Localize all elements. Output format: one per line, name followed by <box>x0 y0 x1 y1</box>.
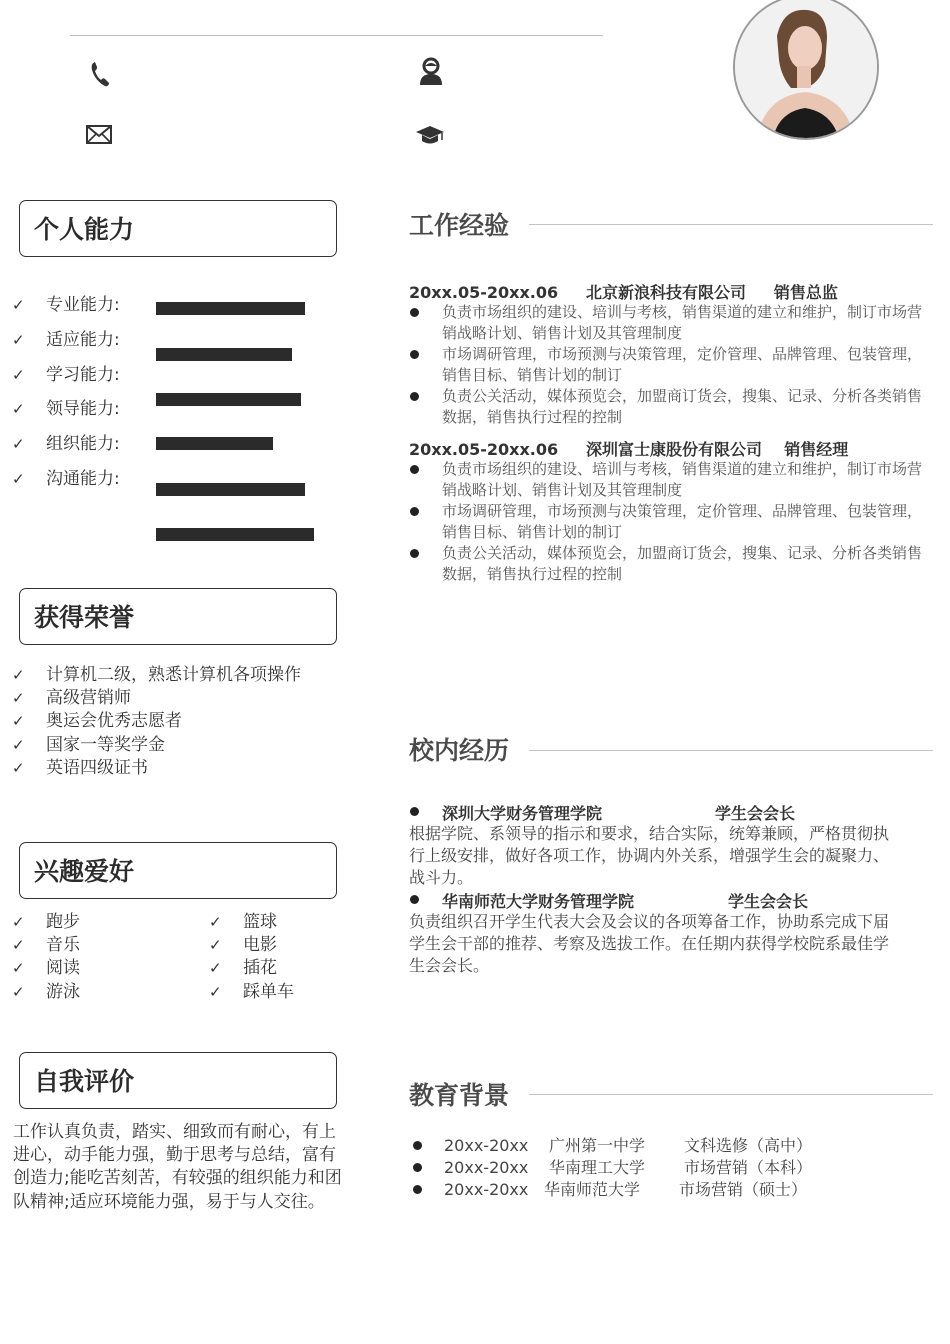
campus-header <box>409 889 809 912</box>
honor-item: ✓ 高级营销师 <box>12 687 301 710</box>
section-campus-title: 校内经历 <box>409 736 510 765</box>
hobby-item: ✓ 篮球 <box>209 911 294 934</box>
section-divider <box>529 750 933 751</box>
job-duty: 负责公关活动，媒体预览会，加盟商订货会，搜集、记录、分析各类销售数据，销售执行过程的控制 <box>409 543 929 585</box>
section-title: 获得荣誉 <box>34 603 135 632</box>
skill-bar <box>156 528 314 541</box>
edu-school: 华南理工大学 <box>549 1158 646 1177</box>
skill-bar <box>156 393 301 406</box>
edu-major: 文科选修（高中） <box>684 1136 813 1155</box>
section-title: 个人能力 <box>34 215 135 244</box>
hobby-list-right <box>209 911 294 1004</box>
skill-bar <box>156 302 305 315</box>
section-hobbies-header <box>19 842 337 899</box>
hobby-item: ✓ 电影 <box>209 934 294 957</box>
section-divider <box>529 1094 933 1095</box>
skill-bar <box>156 483 305 496</box>
edu-school: 广州第一中学 <box>549 1136 646 1155</box>
education-item <box>409 1179 929 1201</box>
honor-item: ✓ 国家一等奖学金 <box>12 734 301 757</box>
campus-role: 学生会会长 <box>728 892 809 911</box>
honor-item: ✓ 英语四级证书 <box>12 757 301 780</box>
honor-item: ✓ 计算机二级，熟悉计算机各项操作 <box>12 664 301 687</box>
campus-role: 学生会会长 <box>715 804 796 823</box>
section-work-title: 工作经验 <box>409 211 510 240</box>
campus-header <box>409 801 796 824</box>
skill-label: ✓ 专业能力: <box>12 293 120 328</box>
job-duty-list <box>409 459 929 585</box>
hobby-item: ✓ 踩单车 <box>209 981 294 1004</box>
edu-period: 20xx-20xx <box>444 1180 529 1199</box>
hobby-item: ✓ 游泳 <box>12 981 80 1004</box>
education-list <box>409 1135 929 1201</box>
skill-label: ✓ 适应能力: <box>12 328 120 363</box>
job-duty: 市场调研管理，市场预测与决策管理，定价管理、品牌管理、包装管理，销售目标、销售计划的制订 <box>409 344 929 386</box>
edu-major: 市场营销（本科） <box>684 1158 813 1177</box>
skill-bar <box>156 437 273 450</box>
header-divider <box>70 35 603 36</box>
section-ability-header <box>19 200 337 257</box>
section-self-eval-header <box>19 1052 337 1109</box>
section-divider <box>529 224 933 225</box>
honor-item: ✓ 奥运会优秀志愿者 <box>12 710 301 733</box>
job-header: 20xx.05-20xx.06 深圳富士康股份有限公司 销售经理 <box>409 440 849 459</box>
hobby-item: ✓ 跑步 <box>12 911 80 934</box>
skill-label: ✓ 学习能力: <box>12 363 120 398</box>
edu-major: 市场营销（硕士） <box>679 1180 808 1199</box>
section-education-title: 教育背景 <box>409 1081 510 1110</box>
campus-desc: 负责组织召开学生代表大会及会议的各项筹备工作，协助系完成下届学生会干部的推荐、考察及选拔工作。在任期内获得学校院系最佳学生会会长。 <box>409 912 890 975</box>
education-item <box>409 1135 929 1157</box>
hobby-list-left <box>12 911 80 1004</box>
edu-school: 华南师范大学 <box>544 1180 641 1199</box>
job-duty: 负责市场组织的建设、培训与考核，销售渠道的建立和维护，制订市场营销战略计划、销售计划及其管理制度 <box>409 459 929 501</box>
edu-period: 20xx-20xx <box>444 1158 529 1177</box>
honor-list <box>12 664 301 780</box>
campus-school: 华南师范大学财务管理学院 <box>442 892 635 911</box>
skill-label: ✓ 组织能力: <box>12 432 120 467</box>
job-duty: 负责市场组织的建设、培训与考核，销售渠道的建立和维护，制订市场营销战略计划、销售计划及其管理制度 <box>409 302 929 344</box>
job-header: 20xx.05-20xx.06 北京新浪科技有限公司 销售总监 <box>409 283 838 302</box>
skill-list <box>12 293 120 502</box>
phone-icon <box>90 61 110 87</box>
skill-label: ✓ 沟通能力: <box>12 467 120 502</box>
avatar <box>733 0 879 140</box>
self-eval-text: 工作认真负责，踏实、细致而有耐心，有上进心，动手能力强，勤于思考与总结，富有创造力;能吃苦刻苦，有较强的组织能力和团队精神;适应环境能力强，易于与人交往。 <box>13 1122 342 1212</box>
skill-label: ✓ 领导能力: <box>12 397 120 432</box>
campus-desc: 根据学院、系领导的指示和要求，结合实际，统筹兼顾，严格贯彻执行上级安排，做好各项工作，协调内外关系，增强学生会的凝聚力、战斗力。 <box>409 824 890 887</box>
hobby-item: ✓ 插花 <box>209 957 294 980</box>
mail-icon <box>86 125 112 144</box>
hobby-item: ✓ 音乐 <box>12 934 80 957</box>
skill-bar <box>156 348 292 361</box>
job-duty: 负责公关活动，媒体预览会，加盟商订货会，搜集、记录、分析各类销售数据，销售执行过程的控制 <box>409 386 929 428</box>
job-duty: 市场调研管理，市场预测与决策管理，定价管理、品牌管理、包装管理，销售目标、销售计划的制订 <box>409 501 929 543</box>
section-honors-header <box>19 588 337 645</box>
person-icon <box>419 57 443 85</box>
campus-school: 深圳大学财务管理学院 <box>442 804 603 823</box>
hobby-item: ✓ 阅读 <box>12 957 80 980</box>
education-item <box>409 1157 929 1179</box>
job-duty-list <box>409 302 929 428</box>
section-title: 自我评价 <box>34 1067 135 1096</box>
graduation-cap-icon <box>415 125 445 147</box>
section-title: 兴趣爱好 <box>34 857 135 886</box>
edu-period: 20xx-20xx <box>444 1136 529 1155</box>
